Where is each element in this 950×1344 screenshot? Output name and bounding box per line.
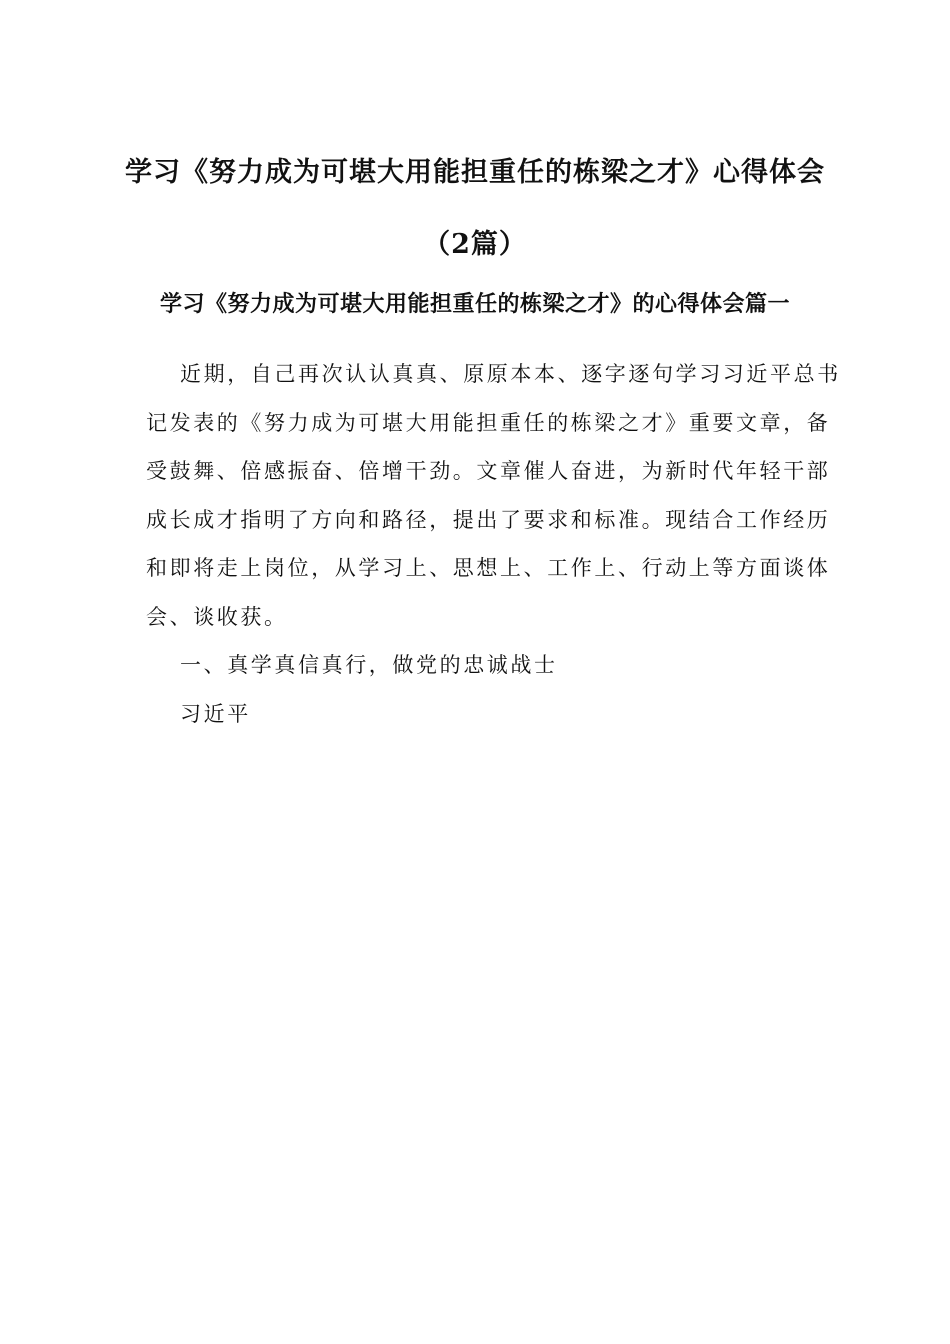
paragraph-1	[146, 350, 841, 641]
document-body	[146, 350, 841, 738]
section-heading-text: 一、真学真信真行，做党的忠诚战士	[180, 653, 558, 677]
document-title-line-1: 学习《努力成为可堪大用能担重任的栋梁之才》心得体会	[125, 157, 825, 188]
paragraph-line-text: 近期，自己再次认认真真、原原本本、逐字逐句学习习近平总书	[180, 362, 841, 386]
paragraph-line: 成长成才指明了方向和路径，提出了要求和标准。现结合工作经历	[146, 507, 831, 532]
paragraph-2	[146, 690, 806, 739]
paragraph-line: 受鼓舞、倍感振奋、倍增干劲。文章催人奋进，为新时代年轻干部	[146, 459, 831, 483]
paragraph-line: 记发表的《努力成为可堪大用能担重任的栋梁之才》重要文章，备	[146, 410, 831, 435]
document-title-line-2: （2篇）	[423, 229, 527, 260]
section-heading-1	[146, 641, 806, 690]
paragraph-line	[146, 350, 841, 399]
paragraph-line: 会、谈收获。	[146, 604, 288, 629]
section-subtitle: 学习《努力成为可堪大用能担重任的栋梁之才》的心得体会篇一	[159, 291, 790, 317]
paragraph-line: 和即将走上岗位，从学习上、思想上、工作上、行动上等方面谈体	[146, 556, 831, 580]
paragraph-2-text: 习近平	[180, 701, 251, 726]
